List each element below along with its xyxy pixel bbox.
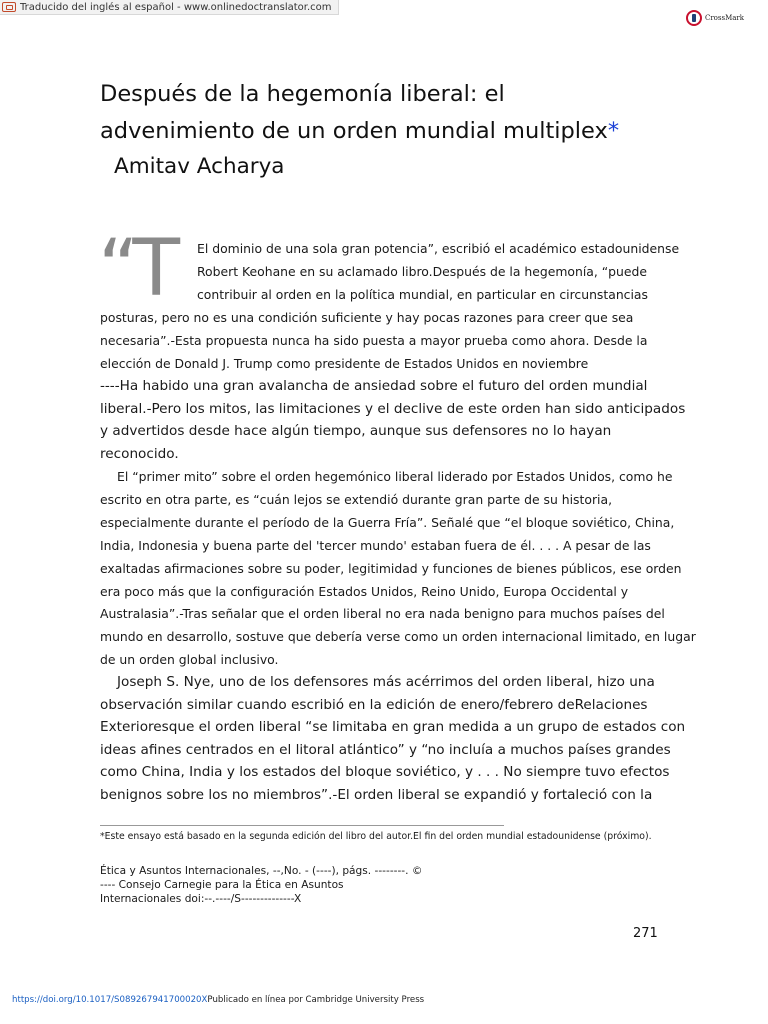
paragraph-line: Australasia”.-Tras señalar que el orden liberal no era nada benigno para muchos países del (100, 606, 665, 622)
title-line-1: Después de la hegemonía liberal: el (100, 81, 505, 107)
paragraph-line: especialmente durante el período de la Guerra Fría”. Señalé que “el bloque soviético, China, (100, 514, 675, 530)
citation-line: ---- Consejo Carnegie para la Ética en Asuntos (100, 879, 344, 891)
paragraph-line: reconocido. (100, 445, 179, 462)
crossmark-badge[interactable] (686, 10, 744, 26)
paragraph-line: era poco más que la configuración Estados Unidos, Reino Unido, Europa Occidental y (100, 583, 629, 599)
title-line-2: advenimiento de un orden mundial multiplex (100, 118, 608, 144)
paragraph-line: ----Ha habido una gran avalancha de ansiedad sobre el futuro del orden mundial (100, 378, 648, 394)
footnote: *Este ensayo está basado en la segunda edición del libro del autor.El fin del orden mundial estadounidense (próximo). (100, 831, 652, 842)
paragraph-line: El “primer mito” sobre el orden hegemónico liberal liderado por Estados Unidos, como he (117, 469, 673, 484)
citation-line: Ética y Asuntos Internacionales, --,No. - (----), págs. --------. © (100, 865, 423, 877)
paragraph-2 (100, 466, 696, 672)
page-number: 271 (633, 926, 658, 941)
published-online-text: Publicado en línea por Cambridge University Press (207, 995, 425, 1005)
paragraph-line: India, Indonesia y buena parte del 'tercer mundo' estaban fuera de él. . . . A pesar de las (100, 537, 651, 553)
citation-line: Internacionales doi:--.----/S--------------X (100, 893, 302, 905)
paragraph-line: de un orden global inclusivo. (100, 652, 279, 668)
title-footnote-marker[interactable]: * (607, 118, 620, 144)
paragraph-line: mundo en desarrollo, sostuve que debería verse como un orden internacional limitado, en lugar (100, 629, 696, 645)
paragraph-line: liberal.-Pero los mitos, las limitaciones y el declive de este orden han sido anticipados (100, 400, 686, 417)
paragraph-3 (100, 671, 686, 807)
paragraph-line: necesaria”.-Esta propuesta nunca ha sido puesta a mayor prueba como ahora. Desde la (100, 332, 648, 348)
publication-footer (12, 995, 424, 1005)
paragraph-line: El dominio de una sola gran potencia”, escribió el académico estadounidense (197, 241, 680, 256)
paragraph-1-continued (100, 375, 686, 465)
paragraph-line: benignos sobre los no miembros”.-El orden liberal se expandió y fortaleció con la (100, 786, 653, 803)
crossmark-label: CrossMark (704, 14, 744, 22)
paragraph-line: elección de Donald J. Trump como presidente de Estados Unidos en noviembre (100, 355, 589, 371)
author-name: Amitav Acharya (114, 154, 285, 179)
paragraph-line: contribuir al orden en la política mundial, en particular en circunstancias (197, 286, 648, 302)
paragraph-line: observación similar cuando escribió en la edición de enero/febrero deRelaciones (100, 696, 648, 713)
paragraph-line: Joseph S. Nye, uno de los defensores más acérrimos del orden liberal, hizo una (117, 674, 655, 690)
paragraph-1 (100, 238, 680, 375)
drop-cap: “T (98, 224, 175, 314)
paragraph-line: exaltadas afirmaciones sobre su poder, legitimidad y funciones de bienes públicos, ese orden (100, 560, 682, 576)
paragraph-line: Exterioresque el orden liberal “se limitaba en gran medida a un grupo de estados con (100, 719, 686, 736)
paragraph-line: Robert Keohane en su aclamado libro.Después de la hegemonía, “puede (197, 263, 647, 279)
footnote-divider (100, 825, 504, 826)
paragraph-line: y advertidos desde hace algún tiempo, aunque sus defensores no lo hayan (100, 423, 612, 440)
translation-banner-text[interactable]: Traducido del inglés al español - www.onlinedoctranslator.com (20, 1, 332, 13)
paragraph-line: escrito en otra parte, es “cuán lejos se extendió durante gran parte de su historia, (100, 491, 613, 507)
translation-banner[interactable] (0, 0, 339, 15)
doi-link[interactable]: https://doi.org/10.1017/S089267941700020X (12, 995, 208, 1005)
crossmark-icon (686, 10, 702, 26)
article-title (100, 76, 660, 150)
paragraph-line: posturas, pero no es una condición suficiente y hay pocas razones para creer que sea (100, 309, 634, 325)
paragraph-line: ideas afines centrados en el litoral atlántico” y “no incluía a muchos países grandes (100, 741, 671, 758)
document-translate-icon (2, 2, 16, 12)
paragraph-line: como China, India y los estados del bloque soviético, y . . . No siempre tuvo efectos (100, 764, 670, 781)
journal-citation (100, 864, 422, 906)
